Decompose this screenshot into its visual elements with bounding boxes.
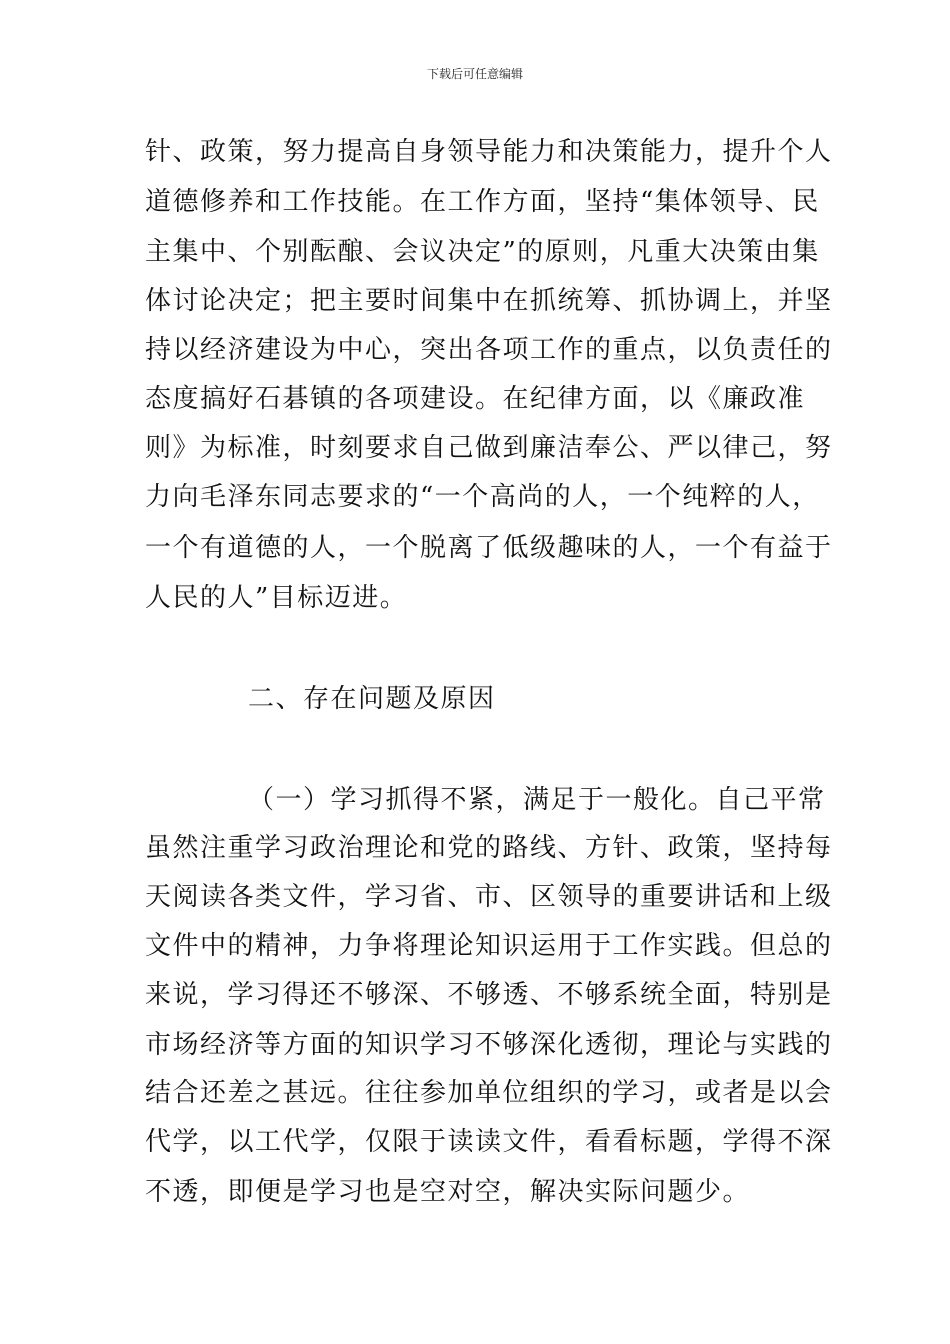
paragraph-line: 虽然注重学习政治理论和党的路线、方针、政策，坚持每 [145, 833, 833, 863]
paragraph-line: 代学，以工代学，仅限于读读文件，看看标题，学得不深 [145, 1127, 833, 1157]
paragraph-line: 态度搞好石碁镇的各项建设。在纪律方面，以《廉政准 [145, 384, 806, 414]
paragraph-line: 天阅读各类文件，学习省、市、区领导的重要讲话和上级 [145, 882, 833, 912]
paragraph-line: 结合还差之甚远。往往参加单位组织的学习，或者是以会 [145, 1078, 833, 1108]
paragraph-line: 则》为标准，时刻要求自己做到廉洁奉公、严以律己，努 [145, 433, 833, 463]
paragraph-line: （一）学习抓得不紧，满足于一般化。自己平常 [248, 785, 826, 815]
paragraph-line: 一个有道德的人，一个脱离了低级趣味的人，一个有益于 [145, 533, 833, 563]
paragraph-line: 持以经济建设为中心，突出各项工作的重点，以负责任的 [145, 335, 833, 365]
paragraph-line: 道德修养和工作技能。在工作方面，坚持“集体领导、民 [145, 187, 820, 217]
header-note: 下载后可任意编辑 [426, 67, 523, 81]
paragraph-line: 人民的人”目标迈进。 [145, 583, 408, 613]
paragraph-line: 市场经济等方面的知识学习不够深化透彻，理论与实践的 [145, 1030, 833, 1060]
paragraph-line: 来说，学习得还不够深、不够透、不够系统全面，特别是 [145, 980, 833, 1010]
paragraph-line: 不透，即便是学习也是空对空，解决实际问题少。 [145, 1177, 751, 1207]
section-heading: 二、存在问题及原因 [248, 684, 496, 714]
paragraph-line: 力向毛泽东同志要求的“一个高尚的人，一个纯粹的人， [145, 482, 820, 512]
paragraph-line: 针、政策，努力提高自身领导能力和决策能力，提升个人 [145, 137, 833, 167]
paragraph-line: 主集中、个别酝酿、会议决定”的原则，凡重大决策由集 [145, 237, 820, 267]
paragraph-line: 文件中的精神，力争将理论知识运用于工作实践。但总的 [145, 931, 833, 961]
paragraph-line: 体讨论决定；把主要时间集中在抓统筹、抓协调上，并坚 [145, 286, 833, 316]
